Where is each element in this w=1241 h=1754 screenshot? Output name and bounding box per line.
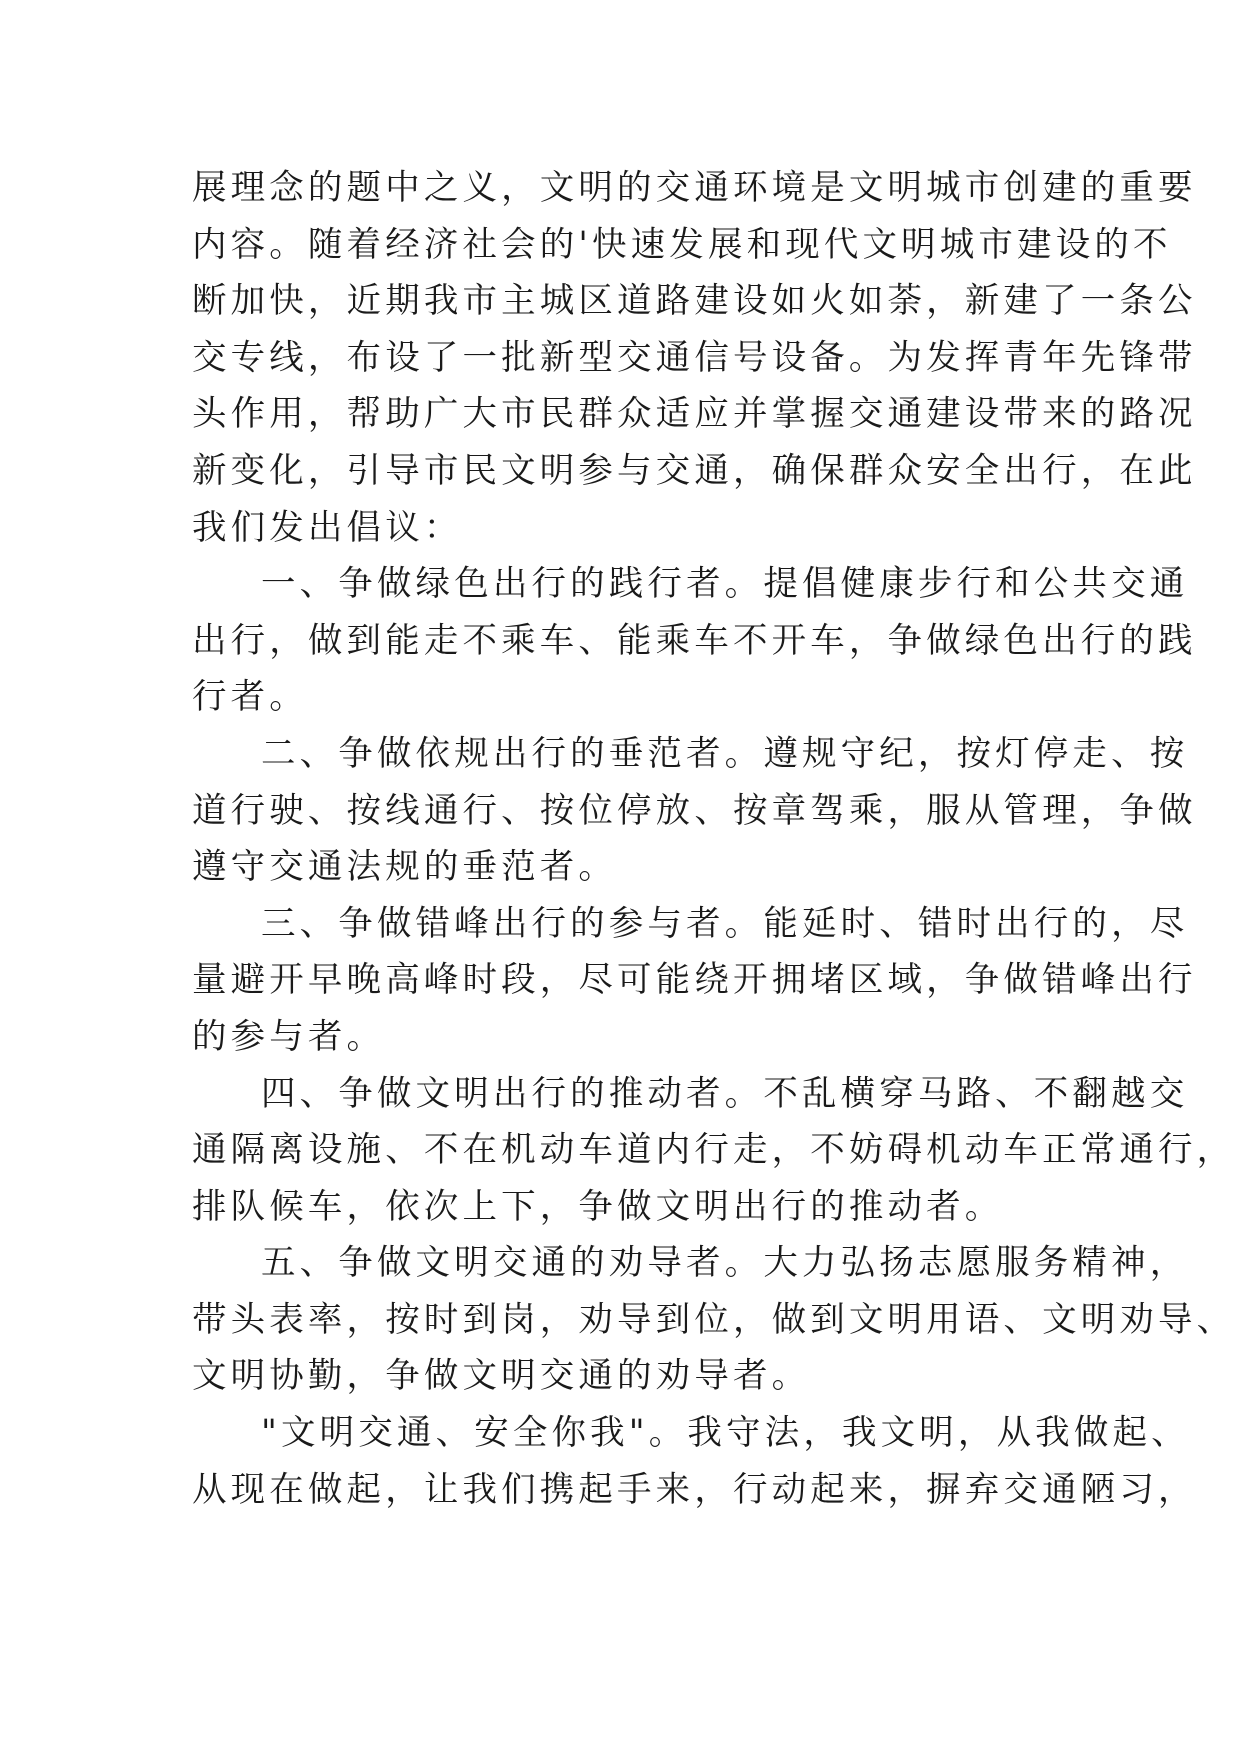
text-line: 我们发出倡议： xyxy=(192,507,463,548)
text-line: 道行驶、按线通行、按位停放、按章驾乘，服从管理，争做 xyxy=(192,790,1197,831)
text-line: 二、争做依规出行的垂范者。遵规守纪，按灯停走、按 xyxy=(261,733,1189,774)
text-line: 五、争做文明交通的劝导者。大力弘扬志愿服务精神， xyxy=(261,1243,1189,1284)
text-line: 的参与者。 xyxy=(192,1016,386,1057)
text-line: 断加快，近期我市主城区道路建设如火如荼，新建了一条公 xyxy=(192,281,1197,322)
text-line: 三、争做错峰出行的参与者。能延时、错时出行的，尽 xyxy=(261,903,1189,944)
text-line: 量避开早晚高峰时段，尽可能绕开拥堵区域，争做错峰出行 xyxy=(192,960,1197,1001)
text-line: 排队候车，依次上下，争做文明出行的推动者。 xyxy=(192,1186,1004,1227)
text-line: 交专线，布设了一批新型交通信号设备。为发挥青年先锋带 xyxy=(192,337,1197,378)
text-line: 通隔离设施、不在机动车道内行走，不妨碍机动车正常通行， xyxy=(192,1130,1236,1171)
text-line: 从现在做起，让我们携起手来，行动起来，摒弃交通陋习， xyxy=(192,1469,1197,1510)
text-line: 展理念的题中之义，文明的交通环境是文明城市创建的重要 xyxy=(192,168,1197,208)
text-line: 行者。 xyxy=(192,677,308,718)
text-line: 一、争做绿色出行的践行者。提倡健康步行和公共交通 xyxy=(261,564,1189,605)
text-line: 新变化，引导市民文明参与交通，确保群众安全出行，在此 xyxy=(192,450,1197,491)
text-line: 文明协勤，争做文明交通的劝导者。 xyxy=(192,1356,811,1397)
body-text xyxy=(192,160,1236,1518)
text-line: 带头表率，按时到岗，劝导到位，做到文明用语、文明劝导、 xyxy=(192,1299,1236,1340)
text-line: 头作用，帮助广大市民群众适应并掌握交通建设带来的路况 xyxy=(192,394,1197,435)
text-line: 遵守交通法规的垂范者。 xyxy=(192,847,618,888)
text-line: 四、争做文明出行的推动者。不乱横穿马路、不翻越交 xyxy=(261,1073,1189,1114)
text-line: 出行，做到能走不乘车、能乘车不开车，争做绿色出行的践 xyxy=(192,620,1197,661)
text-line: 内容。随着经济社会的'快速发展和现代文明城市建设的不 xyxy=(192,224,1172,265)
text-line: "文明交通、安全你我"。我守法，我文明，从我做起、 xyxy=(261,1413,1190,1454)
